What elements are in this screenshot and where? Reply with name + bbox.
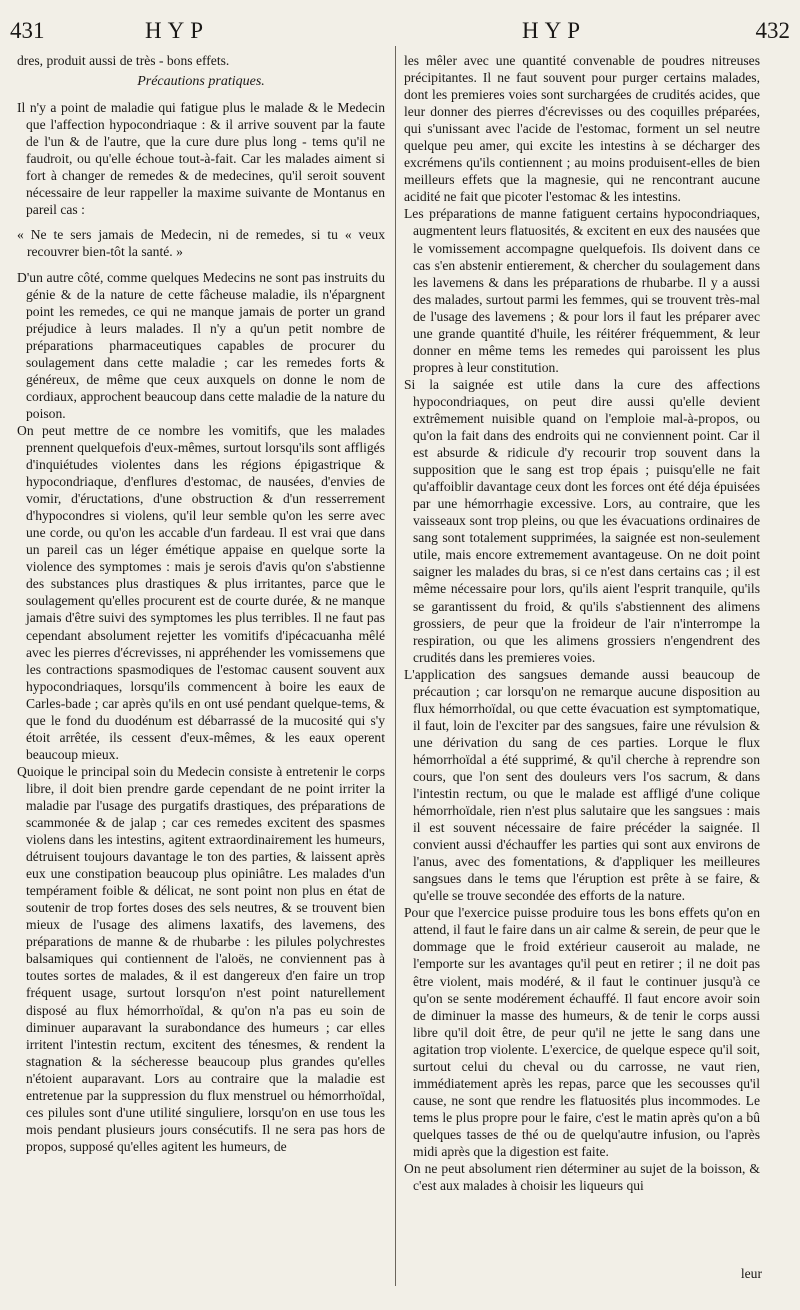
running-head-left: HYP <box>145 18 210 43</box>
paragraph: dres, produit aussi de très - bons effets. <box>17 53 230 68</box>
paragraph: Il n'y a point de maladie qui fatigue plus le malade & le Medecin que l'affection hypocondriaque : & il arrive souvent par la faute de l'un & de l'autre, que la cure dure plus long - tems qu'il ne faudroit, ou qu'elle échoue tout-à-fait. Car les malades aiment si fort à changer de remedes & de medecines, qu'il seroit souvent nécessaire de leur rappeller la maxime suivante de Montanus en pareil cas : <box>17 100 385 218</box>
paragraph: Quoique le principal soin du Medecin consiste à entretenir le corps libre, il doit bien prendre garde cependant de ne point irriter la maladie par l'usage des purgatifs drastiques, des préparations de scammonée & de jalap ; car ces remedes excitent des spasmes violens dans les intestins, agitent extraordinairement les humeurs, détruisent toujours davantage le ton des parties, & laissent après eux une constipation beaucoup plus opiniâtre. Les malades d'un tempérament foible & délicat, ne sont point non plus en état de soutenir de trop fortes doses des sels neutres, & se trouvent bien mieux de l'usage des alimens laxatifs, des lavemens, des préparations de manne & de rhubarbe : les pilules polychrestes balsamiques qui contiennent de l'aloës, ne conviennent pas à toutes sortes de malades, & il est dangereux d'en faire un trop fréquent usage, surtout lorsqu'on n'est point naturellement disposé au flux hémorrhoïdal, & qu'on n'a pas eu soin de diminuer auparavant la surabondance des humeurs ; car elles irritent l'intestin rectum, excitent des ténesmes, & rendent la stagnation & la sécheresse beaucoup plus grandes qu'elles n'étoient auparavant. Lors au contraire que la maladie est entretenue par la suppression du flux menstruel ou hémorrhoïdal, ces pilules sont d'une utilité singuliere, lorsqu'on en use tous les mois pendant plusieurs jours consécutifs. Il ne sera pas hors de propos, supposé qu'elles agitent les humeurs, de <box>17 763 385 1154</box>
paragraph: les mêler avec une quantité convenable de poudres nitreuses précipitantes. Il ne faut souvent pour purger certains malades, dont les premieres voies sont surchargées de crudités acides, que leur donner des pierres d'écrevisses ou des coquilles préparées, qui s'unissant avec l'acide de l'estomac, forment un sel neutre quelque peu amer, qui excite les intestins à se décharger des excrémens qu'ils contiennent ; au moins produisent-elles de bien meilleurs effets que la magnesie, qui ne rencontrant aucune acidité ne fait que picoter l'estomac & les intestins. <box>404 53 760 205</box>
section-heading: Précautions pratiques. <box>137 74 265 90</box>
running-head-right: HYP <box>522 18 587 43</box>
paragraph: Pour que l'exercice puisse produire tous les bons effets qu'on en attend, il faut le faire dans un air calme & serein, de peur que le dommage que le froid extérieur causeroit au malade, ne l'emporte sur les avantages qu'il peut en retirer ; il ne doit pas être violent, mais modéré, & il faut le continuer jusqu'à ce qu'on se sente modérement échauffé. Il faut encore avoir soin de diminuer la masse des humeurs, & de tenir le corps aussi libre qu'il doit être, de peur qu'il ne jette le sang dans une agitation trop violente. L'exercice, de quelque espece qu'il soit, surtout celui du cheval ou du carrosse, ne vaut rien, immédiatement après les repas, parce que les secousses qu'il cause, ne sont que rendre les flatuosités plus incommodes. Le tems le plus propre pour le faire, c'est le matin après qu'on a bû quelques tasses de thé ou de quelqu'autre infusion, ou l'après midi après que la digestion est faite. <box>404 905 760 1159</box>
paragraph: Les préparations de manne fatiguent certains hypocondriaques, augmentent leurs flatuosités, & excitent en eux des nausées que le vomissement accompagne quelquefois. Ils doivent dans ce cas s'en abstenir entierement, & chercher du soulagement dans les lavemens & dans les préparations de rhubarbe. Il y a aussi des malades, surtout parmi les femmes, qui se trouvent très-mal de l'usage des lavemens ; & pour lors il faut les préparer avec une grande quantité d'huile, les réitérer fréquemment, & leur donner en même tems les remedes qui paroissent les plus propres à leur constitution. <box>404 206 760 375</box>
catchword: leur <box>740 1266 762 1281</box>
paragraph: On ne peut absolument rien déterminer au sujet de la boisson, & c'est aux malades à choisir les liqueurs qui <box>404 1161 760 1194</box>
page-number-left: 431 <box>10 18 45 43</box>
left-column <box>17 52 385 1292</box>
paragraph: Si la saignée est utile dans la cure des affections hypocondriaques, on peut dire aussi qu'elle devient extrêmement nuisible quand on l'emploie mal-à-propos, ou qu'on la fait dans des endroits qui ne conviennent point. Car il est absurde & ridicule d'y recourir trop souvent dans la supposition que le sang est trop épais ; puisqu'elle ne fait qu'affoiblir davantage ceux dont les forces ont été déja épuisées par une hémorrhagie excessive. Lors, au contraire, que les vaisseaux sont trop pleins, ou que les évacuations ordinaires de sang sont totalement supprimées, la saignée est non-seulement utile, mais encore extremement avantageuse. On ne doit point saigner les malades du bras, si ce n'est dans certains cas ; il est même nécessaire pour lors, qu'ils aient l'esprit tranquile, qu'ils se garantissent du froid, & qu'ils s'abstiennent des alimens grossiers, de peur que la froideur de l'air n'interrompe la respiration, ou que les alimens grossiers n'engendrent des crudités dans les premieres voies. <box>404 376 760 665</box>
paragraph: On peut mettre de ce nombre les vomitifs, que les malades prennent quelquefois d'eux-mêmes, surtout lorsqu'ils sont affligés d'inquiétudes violentes dans les régions épigastrique & hypocondriaque, d'enflures d'estomac, de nausées, d'envies de vomir, d'éructations, d'une obstruction & d'un resserrement d'hypocondres si violens, qu'il leur semble qu'on les serre avec une corde, ou qu'on les accable d'un fardeau. Il est vrai que dans un pareil cas un léger émétique appaise en quelque sorte la violence des symptomes : mais je serois d'avis qu'on s'abstienne des substances plus drastiques & plus irritantes, parce que le soulagement qu'elles procurent est de courte durée, & ne manque jamais d'être suivi des symptomes les plus terribles. Il ne faut pas cependant absolument rejetter les vomitifs d'ipécacuanha mêlé avec les pierres d'écrevisses, ni appréhender les vomissemens que les contractions spasmodiques de l'estomac causent souvent aux hypocondriaques, lorsqu'ils commencent à boire les eaux de Carles-bade ; car après qu'ils en ont usé pendant quelque-tems, & que le fond du duodénum est débarrassé de la mucosité qui s'y étoit arrêtée, ils cessent d'eux-mêmes, & les eaux operent beaucoup mieux. <box>17 422 385 762</box>
column-divider <box>395 46 396 1286</box>
quotation: « Ne te sers jamais de Medecin, ni de remedes, si tu « veux recouvrer bien-tôt la santé. » <box>17 227 385 260</box>
paragraph: D'un autre côté, comme quelques Medecins ne sont pas instruits du génie & de la nature de cette fâcheuse maladie, ils n'épargnent point les remedes, ce qui ne manque jamais de porter un grand préjudice à leurs malades. Il n'y a qu'un petit nombre de préparations pharmaceutiques capables de procurer du soulagement dans cette maladie ; car les remedes forts & généreux, de même que ceux auxquels on donne le nom de cordiaux, approchent beaucoup dans cette maladie de la nature du poison. <box>17 269 385 421</box>
running-header <box>0 20 800 42</box>
page-number-right: 432 <box>755 18 790 43</box>
right-column <box>404 52 760 1292</box>
paragraph: L'application des sangsues demande aussi beaucoup de précaution ; car lorsqu'on ne remarque aucune disposition au flux hémorrhoïdal, ou que cette évacuation est symptomatique, il faut, loin de l'exciter par des sangsues, faire une révulsion & une dérivation du sang de ces parties. Lorque le flux hémorrhoïdal a été supprimé, & qu'il cherche à reprendre son cours, que l'on sent des douleurs vers l'os sacrum, & dans l'intestin rectum, ou que le malade est affligé d'une colique hémorrhoïdale, rien n'est plus salutaire que les sangsues : mais il est souvent nécessaire de faire précéder la saignée. Il convient aussi d'échauffer les parties qui sont aux environs de l'anus, avec des fomentations, & d'appliquer les meilleures sangsues dans le tems que l'éruption est prête à se faire, & qu'elle se trouve secondée des efforts de la nature. <box>404 666 760 904</box>
